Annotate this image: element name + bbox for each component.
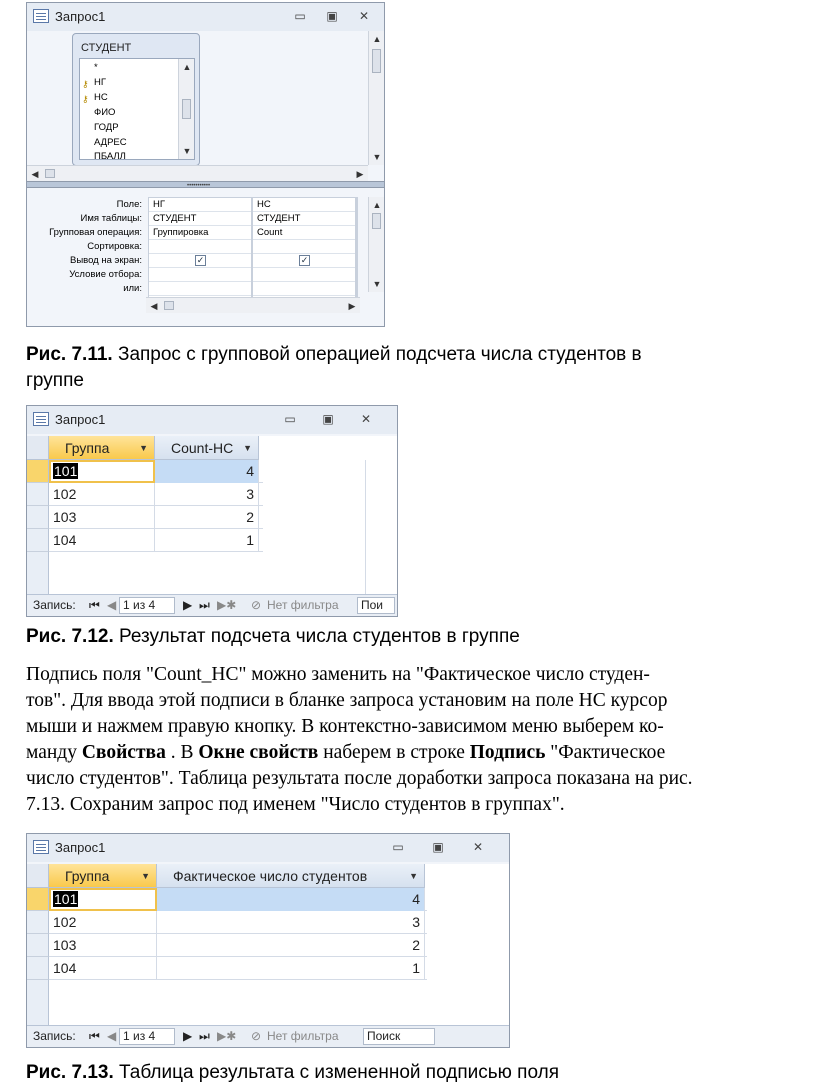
grid-cell-field[interactable]: НГ bbox=[149, 198, 251, 212]
title-bar bbox=[27, 834, 509, 862]
row-label-or: или: bbox=[123, 283, 142, 294]
query-result-window-712 bbox=[26, 405, 398, 617]
record-position[interactable]: 1 из 4 bbox=[119, 1028, 175, 1045]
new-row-selector[interactable] bbox=[27, 980, 49, 1025]
row-selector[interactable] bbox=[27, 483, 49, 506]
datasheet bbox=[27, 864, 509, 1047]
last-record-icon[interactable]: ⏭ bbox=[199, 1029, 210, 1043]
field-all[interactable]: * bbox=[94, 62, 98, 73]
design-area-vscroll[interactable] bbox=[368, 31, 384, 165]
table-name: СТУДЕНТ bbox=[81, 42, 132, 54]
cell-group[interactable]: 101 bbox=[49, 888, 157, 911]
cell-group[interactable]: 102 bbox=[49, 483, 155, 506]
row-selector[interactable] bbox=[27, 911, 49, 934]
show-checkbox[interactable]: ✓ bbox=[300, 255, 309, 265]
scroll-left-icon[interactable]: ◀ bbox=[150, 301, 158, 311]
dropdown-icon[interactable]: ▼ bbox=[243, 443, 252, 453]
column-header-group[interactable]: Группа ▼ bbox=[49, 436, 155, 460]
body-paragraph bbox=[26, 662, 802, 818]
field-adres[interactable]: АДРЕС bbox=[94, 137, 127, 148]
row-selector[interactable] bbox=[27, 529, 49, 552]
table-row[interactable] bbox=[27, 957, 427, 980]
close-icon[interactable]: ✕ bbox=[358, 9, 370, 23]
column-header-actual-count[interactable]: Фактическое число студентов ▼ bbox=[157, 864, 425, 888]
column-header-count[interactable]: Count-НС ▼ bbox=[155, 436, 259, 460]
grid-cell-sort[interactable] bbox=[253, 240, 355, 254]
row-label-field: Поле: bbox=[116, 199, 142, 210]
minimize-icon[interactable]: ▭ bbox=[284, 412, 296, 426]
scroll-down-icon[interactable]: ▼ bbox=[372, 152, 382, 162]
grid-cell-sort[interactable] bbox=[149, 240, 251, 254]
row-label-show: Вывод на экран: bbox=[70, 255, 142, 266]
query-grid bbox=[27, 189, 384, 326]
first-record-icon[interactable]: ⏮ bbox=[89, 598, 100, 612]
dropdown-icon[interactable]: ▼ bbox=[409, 871, 418, 881]
cell-group[interactable]: 101 bbox=[49, 460, 155, 483]
minimize-icon[interactable]: ▭ bbox=[294, 9, 306, 23]
scroll-up-icon[interactable]: ▲ bbox=[372, 34, 382, 44]
show-checkbox[interactable]: ✓ bbox=[196, 255, 205, 265]
cell-count[interactable]: 2 bbox=[155, 506, 259, 529]
paragraph-line: мыши и нажмем правую кнопку. В контекстно-зависимом меню выберем ко- bbox=[26, 716, 664, 737]
table-row[interactable] bbox=[27, 888, 427, 911]
field-godr[interactable]: ГОДР bbox=[94, 122, 119, 133]
scroll-left-icon[interactable]: ◀ bbox=[31, 169, 39, 179]
query-icon bbox=[33, 412, 49, 426]
table-field-list-student[interactable] bbox=[72, 33, 200, 166]
cell-count[interactable]: 4 bbox=[157, 888, 425, 911]
cell-count[interactable]: 3 bbox=[157, 911, 425, 934]
column-header-group[interactable]: Группа ▼ bbox=[49, 864, 157, 888]
restore-icon[interactable]: ▣ bbox=[326, 9, 338, 23]
scroll-thumb[interactable] bbox=[182, 99, 191, 119]
window-title: Запрос1 bbox=[55, 840, 106, 855]
record-navigator bbox=[27, 1025, 509, 1047]
new-row-selector[interactable] bbox=[27, 552, 49, 594]
grid-cell-table[interactable]: СТУДЕНТ bbox=[149, 212, 251, 226]
paragraph-line: Подпись поля "Count_НС" можно заменить на "Фактическое число студен- bbox=[26, 664, 650, 685]
filter-status[interactable]: Нет фильтра bbox=[267, 598, 339, 612]
filter-status[interactable]: Нет фильтра bbox=[267, 1029, 339, 1043]
record-position[interactable]: 1 из 4 bbox=[119, 597, 175, 614]
record-label: Запись: bbox=[33, 598, 76, 612]
table-row[interactable] bbox=[27, 460, 263, 483]
paragraph-line: 7.13. Сохраним запрос под именем "Число студентов в группах". bbox=[26, 794, 565, 815]
new-record-icon[interactable]: ▶✱ bbox=[217, 598, 237, 612]
grid-hscroll[interactable] bbox=[146, 297, 360, 313]
new-record-icon[interactable]: ▶✱ bbox=[217, 1029, 237, 1043]
grip-icon: ••••••••••• bbox=[187, 183, 211, 189]
cell-count[interactable]: 1 bbox=[157, 957, 425, 980]
filter-icon[interactable]: ⊘ bbox=[251, 598, 262, 612]
restore-icon[interactable]: ▣ bbox=[322, 412, 334, 426]
cell-count[interactable]: 4 bbox=[155, 460, 259, 483]
scroll-up-icon[interactable]: ▲ bbox=[182, 62, 192, 72]
title-bar bbox=[27, 3, 384, 31]
field-ng[interactable]: ⚷ НГ bbox=[82, 77, 107, 89]
figure-caption-711: Рис. 7.11. Запрос с групповой операцией подсчета числа студентов в bbox=[26, 344, 642, 365]
row-label-table: Имя таблицы: bbox=[80, 213, 142, 224]
row-label-criteria: Условие отбора: bbox=[69, 269, 142, 280]
field-list-scrollbar[interactable] bbox=[178, 59, 194, 159]
query-result-window-713 bbox=[26, 833, 510, 1048]
cell-group[interactable]: 103 bbox=[49, 934, 157, 957]
table-row[interactable] bbox=[27, 934, 427, 957]
grid-column-2[interactable] bbox=[252, 197, 356, 300]
cell-count[interactable]: 2 bbox=[157, 934, 425, 957]
prev-record-icon[interactable]: ◀ bbox=[107, 598, 117, 612]
query-icon bbox=[33, 840, 49, 854]
scroll-down-icon[interactable]: ▼ bbox=[372, 279, 382, 289]
title-bar bbox=[27, 406, 397, 434]
design-area-hscroll[interactable] bbox=[27, 165, 368, 181]
row-selector[interactable] bbox=[27, 957, 49, 980]
field-ns[interactable]: ⚷ НС bbox=[82, 92, 108, 104]
datasheet bbox=[27, 436, 397, 616]
close-icon[interactable]: ✕ bbox=[472, 840, 484, 854]
scroll-thumb[interactable] bbox=[372, 213, 381, 229]
grid-cell-criteria[interactable] bbox=[253, 268, 355, 282]
table-row[interactable] bbox=[27, 506, 263, 529]
close-icon[interactable]: ✕ bbox=[360, 412, 372, 426]
row-selector[interactable] bbox=[27, 888, 49, 911]
table-row[interactable] bbox=[27, 911, 427, 934]
figure-caption-712: Рис. 7.12. Результат подсчета числа студентов в группе bbox=[26, 626, 520, 647]
next-record-icon[interactable]: ▶ bbox=[183, 1029, 193, 1043]
scroll-right-icon[interactable]: ▶ bbox=[348, 301, 356, 311]
figure-caption-713: Рис. 7.13. Таблица результата с измененной подписью поля bbox=[26, 1062, 559, 1083]
paragraph-line: число студентов". Таблица результата после доработки запроса показана на рис. bbox=[26, 768, 693, 789]
query-design-window bbox=[26, 2, 385, 327]
grid-vscroll[interactable] bbox=[368, 197, 384, 292]
grid-cell-or[interactable] bbox=[253, 282, 355, 296]
grid-cell-field[interactable]: НС bbox=[253, 198, 355, 212]
grid-column-3[interactable] bbox=[356, 197, 358, 300]
column-divider bbox=[365, 460, 366, 594]
scroll-right-icon[interactable]: ▶ bbox=[356, 169, 364, 179]
scroll-thumb[interactable] bbox=[372, 49, 381, 73]
select-all-corner[interactable] bbox=[27, 436, 49, 460]
row-selector[interactable] bbox=[27, 460, 49, 483]
field-fio[interactable]: ФИО bbox=[94, 107, 116, 118]
minimize-icon[interactable]: ▭ bbox=[392, 840, 404, 854]
table-row[interactable] bbox=[27, 483, 263, 506]
search-input[interactable]: Поиск bbox=[363, 1028, 435, 1045]
row-label-group: Групповая операция: bbox=[49, 227, 142, 238]
scroll-down-icon[interactable]: ▼ bbox=[182, 146, 192, 156]
key-icon: ⚷ bbox=[82, 94, 89, 104]
field-pball[interactable]: ПБАЛЛ bbox=[94, 151, 126, 162]
dropdown-icon[interactable]: ▼ bbox=[139, 443, 148, 453]
grid-cell-show[interactable] bbox=[149, 254, 251, 268]
row-selector[interactable] bbox=[27, 506, 49, 529]
scroll-up-icon[interactable]: ▲ bbox=[372, 200, 382, 210]
cell-group[interactable]: 104 bbox=[49, 529, 155, 552]
figure-caption-711-cont: группе bbox=[26, 370, 84, 391]
record-navigator bbox=[27, 594, 397, 616]
search-input[interactable]: Пои bbox=[357, 597, 395, 614]
paragraph-line: тов". Для ввода этой подписи в бланке запроса установим на поле НС курсор bbox=[26, 690, 668, 711]
pane-splitter[interactable] bbox=[27, 181, 384, 188]
cell-group[interactable]: 102 bbox=[49, 911, 157, 934]
grid-cell-show[interactable] bbox=[253, 254, 355, 268]
restore-icon[interactable]: ▣ bbox=[432, 840, 444, 854]
record-label: Запись: bbox=[33, 1029, 76, 1043]
key-icon: ⚷ bbox=[82, 79, 89, 89]
dropdown-icon[interactable]: ▼ bbox=[141, 871, 150, 881]
scroll-thumb[interactable] bbox=[45, 169, 55, 178]
select-all-corner[interactable] bbox=[27, 864, 49, 888]
table-row[interactable] bbox=[27, 529, 263, 552]
cell-count[interactable]: 3 bbox=[155, 483, 259, 506]
grid-column-1[interactable] bbox=[148, 197, 252, 300]
cell-count[interactable]: 1 bbox=[155, 529, 259, 552]
cell-group[interactable]: 104 bbox=[49, 957, 157, 980]
grid-cell-criteria[interactable] bbox=[149, 268, 251, 282]
filter-icon[interactable]: ⊘ bbox=[251, 1029, 262, 1043]
prev-record-icon[interactable]: ◀ bbox=[107, 1029, 117, 1043]
window-title: Запрос1 bbox=[55, 9, 106, 24]
last-record-icon[interactable]: ⏭ bbox=[199, 598, 210, 612]
grid-cell-table[interactable]: СТУДЕНТ bbox=[253, 212, 355, 226]
row-label-sort: Сортировка: bbox=[87, 241, 142, 252]
grid-cell-group[interactable]: Count bbox=[253, 226, 355, 240]
paragraph-line: манду Свойства . В Окне свойств наберем в строке Подпись "Фактическое bbox=[26, 742, 666, 763]
next-record-icon[interactable]: ▶ bbox=[183, 598, 193, 612]
grid-cell-or[interactable] bbox=[149, 282, 251, 296]
window-title: Запрос1 bbox=[55, 412, 106, 427]
first-record-icon[interactable]: ⏮ bbox=[89, 1029, 100, 1043]
cell-group[interactable]: 103 bbox=[49, 506, 155, 529]
row-selector[interactable] bbox=[27, 934, 49, 957]
scroll-thumb[interactable] bbox=[164, 301, 174, 310]
field-list bbox=[79, 58, 195, 160]
query-icon bbox=[33, 9, 49, 23]
grid-cell-group[interactable]: Группировка bbox=[149, 226, 251, 240]
